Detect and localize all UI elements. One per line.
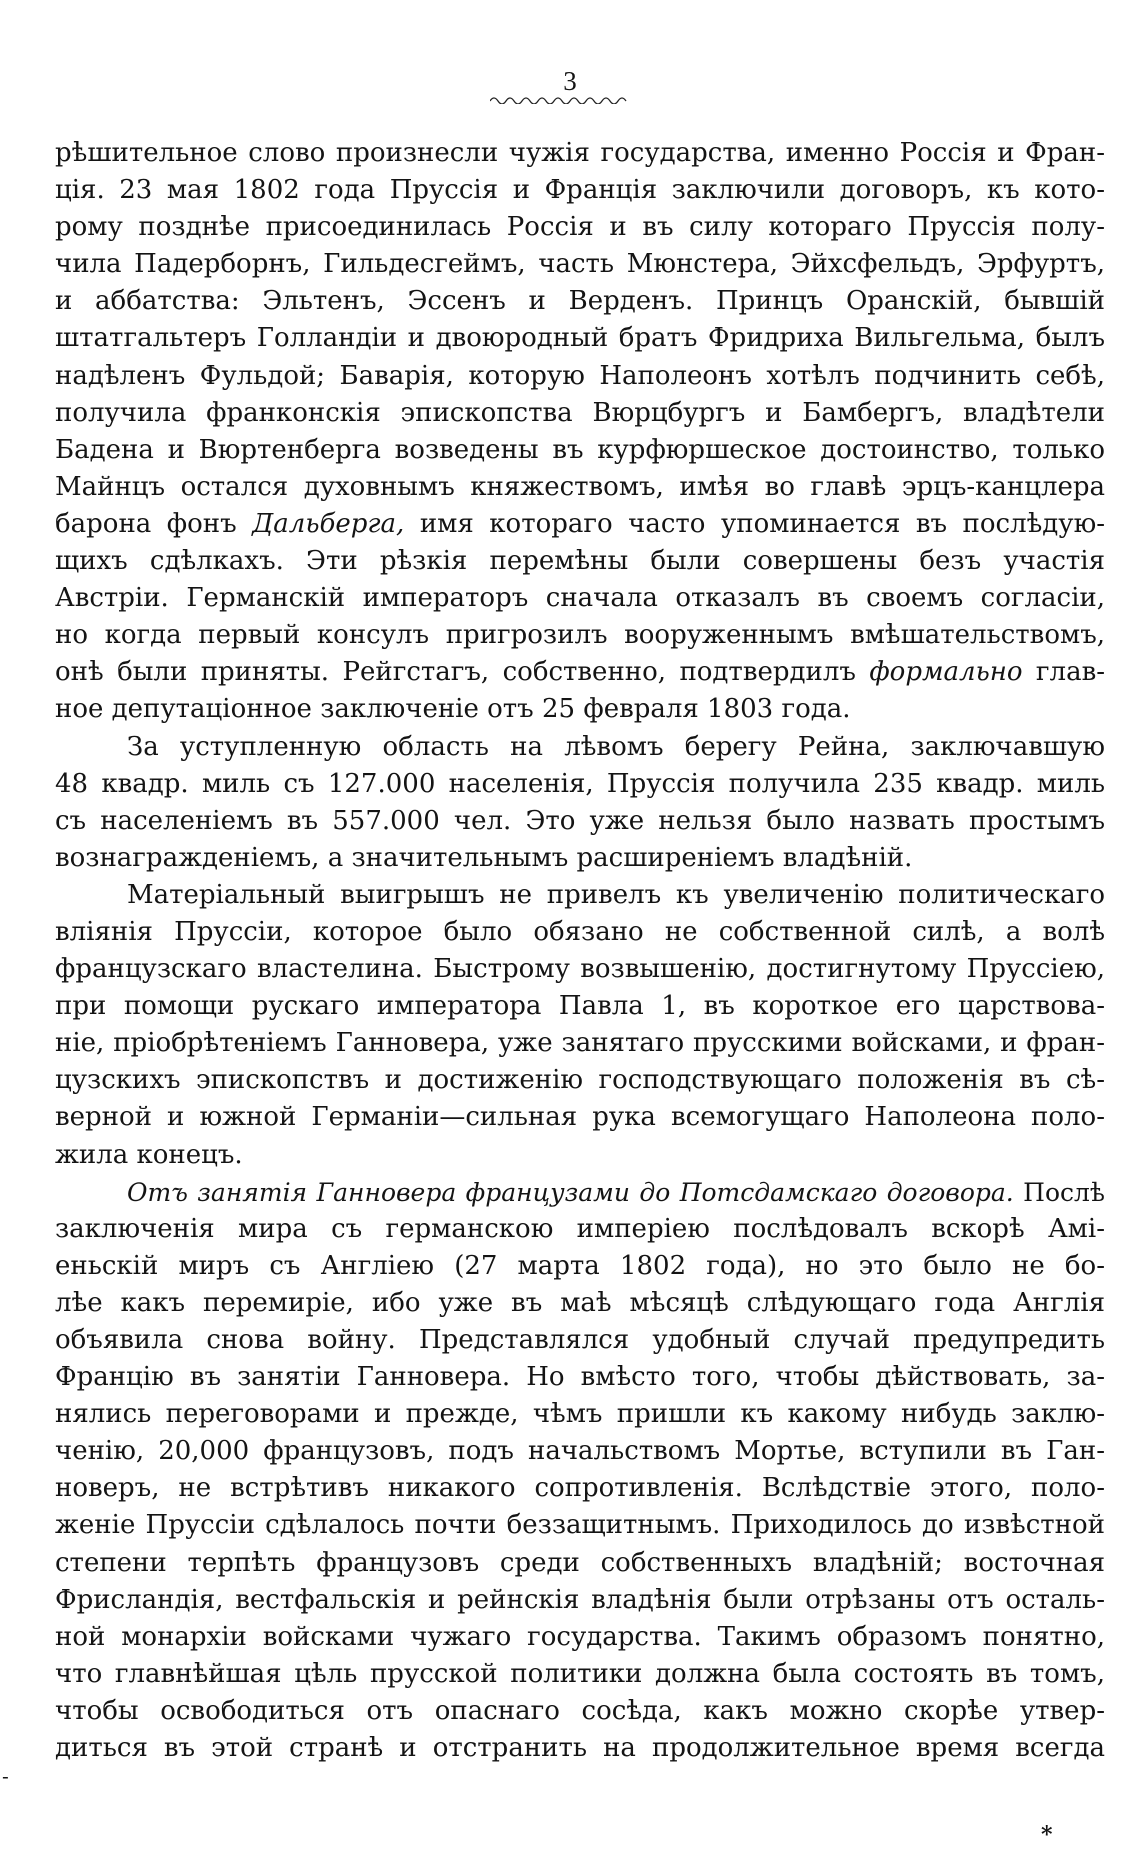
signature-mark: * [1041,1822,1053,1848]
text-line: лѣе какъ перемиріе, ибо уже въ маѣ мѣсяцѣ слѣдующаго года Англія [55,1287,1105,1318]
text-line: вознагражденіемъ, а значительнымъ расширеніемъ владѣній. [55,842,913,873]
section-heading: Отъ занятія Ганновера французами до Потсдамскаго договора. [127,1177,1014,1207]
text-line: верной и южной Германіи—сильная рука всемогущаго Наполеона поло- [55,1102,1105,1133]
text-line: 48 квадр. миль съ 127.000 населенія, Пруссія получила 235 квадр. миль [55,768,1105,799]
text-run: онѣ были приняты. Рейгстагъ, собственно, подтвердилъ [55,657,870,688]
text-line: и аббатства: Эльтенъ, Эссенъ и Верденъ. Принцъ Оранскій, бывшій [55,286,1105,317]
text-line: но когда первый консулъ пригрозилъ вооруженнымъ вмѣшательствомъ, [55,620,1105,651]
page-number: 3 [563,66,577,96]
paragraph [55,877,1105,1174]
text-run: Послѣ [1013,1177,1105,1207]
italic-word-formally: формально [869,657,1023,688]
text-line: ція. 23 мая 1802 года Пруссія и Франція заключили договоръ, къ кото- [55,175,1105,206]
text-line: ное депутаціонное заключеніе отъ 25 февраля 1803 года. [55,694,851,725]
text-line: диться въ этой странѣ и отстранить на продолжительное время всегда [55,1733,1105,1764]
text-line: еньскій миръ съ Англіею (27 марта 1802 года), но это было не бо- [55,1250,1105,1281]
text-line: Матеріальный выигрышъ не привелъ къ увеличенію политическаго [127,879,1105,910]
text-line: что главнѣйшая цѣль прусской политики должна была состоять въ томъ, [55,1658,1105,1689]
text-line: объявила снова войну. Представлялся удобный случай предупредить [55,1325,1105,1355]
text-line: надѣленъ Фульдой; Баварія, которую Наполеонъ хотѣлъ подчинить себѣ, [55,360,1105,391]
text-line: заключенія мира съ германскою имперіею послѣдовалъ вскорѣ Амі- [55,1213,1105,1244]
text-line: новеръ, не встрѣтивъ никакого сопротивленія. Вслѣдствіе этого, поло- [55,1473,1105,1504]
text-line: чила Падерборнъ, Гильдесгеймъ, часть Мюнстера, Эйхсфельдъ, Эрфуртъ, [55,249,1105,280]
text-run: глав- [1022,657,1105,688]
text-line: ніе, пріобрѣтеніемъ Ганновера, уже занятаго прусскими войсками, и фран- [55,1028,1105,1059]
text-line-mixed [55,1174,1105,1211]
text-line: рому позднѣе присоединилась Россія и въ силу котораго Пруссія полу- [55,212,1105,243]
paragraph [55,135,1105,729]
text-run: имя котораго часто упоминается въ послѣдую- [404,508,1105,539]
ornament-rule [490,94,630,104]
paragraph [55,729,1105,877]
text-line: Австріи. Германскій императоръ сначала отказалъ въ своемъ согласіи, [55,583,1105,614]
text-run: барона фонъ [55,508,253,539]
text-line: чтобы освободиться отъ опаснаго сосѣда, какъ можно скорѣе утвер- [55,1695,1105,1726]
text-line: Фрисландія, вестфальскія и рейнскія владѣнія были отрѣзаны отъ осталь- [55,1584,1105,1615]
text-line: нялись переговорами и прежде, чѣмъ пришли къ какому нибудь заклю- [55,1399,1105,1430]
text-line: рѣшительное слово произнесли чужія государства, именно Россія и Фран- [55,138,1105,168]
text-line: французскаго властелина. Быстрому возвышенію, достигнутому Пруссіею, [55,954,1105,985]
text-line: ченію, 20,000 французовъ, подъ начальствомъ Мортье, вступили въ Ган- [55,1436,1105,1467]
text-line: вліянія Пруссіи, которое было обязано не собственной силѣ, а волѣ [55,916,1105,947]
text-line: Францію въ занятіи Ганновера. Но вмѣсто того, чтобы дѣйствовать, за- [55,1362,1105,1393]
text-line: Майнцъ остался духовнымъ княжествомъ, имѣя во главѣ эрцъ-канцлера [55,471,1105,502]
text-line: За уступленную область на лѣвомъ берегу Рейна, заключавшую [127,731,1105,762]
margin-mark: - [2,1764,9,1788]
text-line: при помощи рускаго императора Павла 1, въ короткое его царствова- [55,991,1105,1022]
text-line: ной монархіи войсками чужаго государства. Такимъ образомъ понятно, [55,1621,1105,1652]
paragraph [55,1174,1105,1768]
text-line-mixed [55,654,1105,691]
text-line: получила франконскія эпископства Вюрцбургъ и Бамбергъ, владѣтели [55,397,1105,428]
text-line: жила конецъ. [55,1139,243,1170]
italic-name-dalberg: Дальберга, [252,508,405,539]
text-line: щихъ сдѣлкахъ. Эти рѣзкія перемѣны были совершены безъ участія [55,546,1105,577]
text-line: степени терпѣть французовъ среди собственныхъ владѣній; восточная [55,1547,1105,1578]
text-line: Бадена и Вюртенберга возведены въ курфюршеское достоинство, только [55,434,1105,465]
text-line: цузскихъ эпископствъ и достиженію господствующаго положенія въ сѣ- [55,1065,1105,1096]
text-line-mixed [55,506,1105,543]
text-line: штатгальтеръ Голландіи и двоюродный братъ Фридриха Вильгельма, былъ [55,323,1105,354]
text-line: съ населеніемъ въ 557.000 чел. Это уже нельзя было назвать простымъ [55,805,1105,836]
text-line: женіе Пруссіи сдѣлалось почти беззащитнымъ. Приходилось до извѣстной [55,1510,1105,1541]
body-text [55,135,1105,1767]
